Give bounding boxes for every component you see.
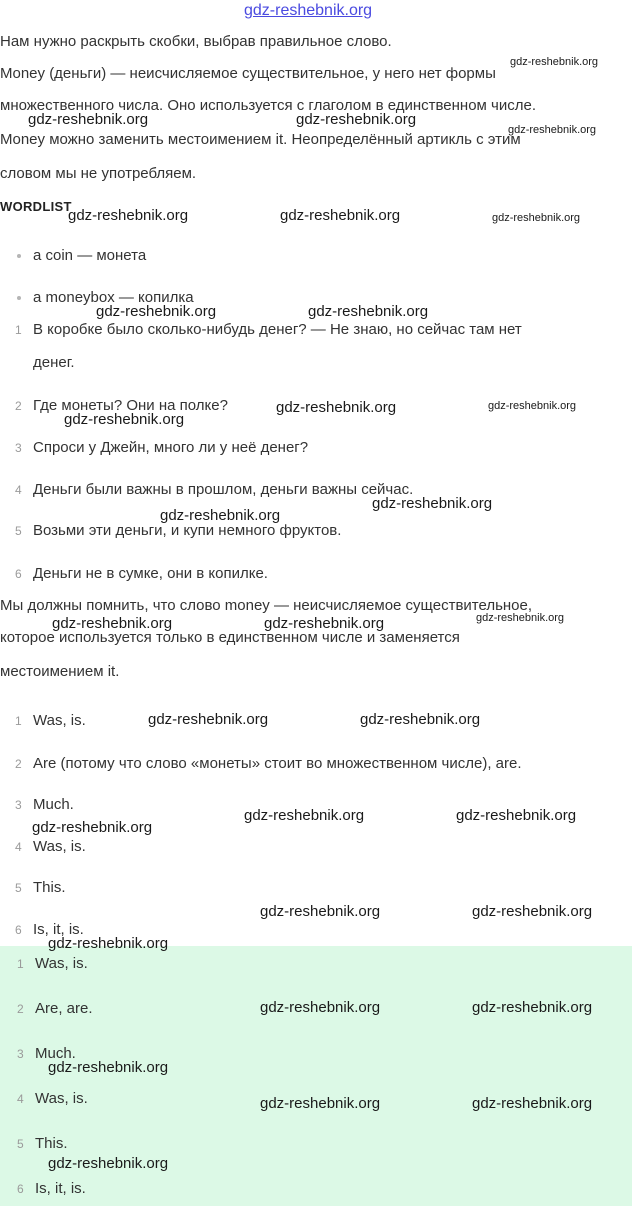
summary-line-2: которое используется только в единственном числе и заменяется: [0, 629, 460, 646]
watermark: gdz-reshebnik.org: [264, 615, 385, 632]
watermark: gdz-reshebnik.org: [456, 807, 577, 824]
watermark: gdz-reshebnik.org: [52, 615, 173, 632]
wordlist-item: a coin — монета: [33, 247, 147, 264]
sentence-number: 1: [15, 323, 22, 337]
watermark: gdz-reshebnik.org: [280, 207, 401, 224]
intro-line-5: словом мы не употребляем.: [0, 165, 197, 182]
explained-answer-4: Was, is.: [33, 838, 86, 855]
watermark: gdz-reshebnik.org: [472, 1095, 593, 1112]
watermark: gdz-reshebnik.org: [160, 507, 281, 524]
sentence-1-line-1: В коробке было сколько-нибудь денег? — Не знаю, но сейчас там нет: [33, 321, 522, 338]
answer-number: 3: [17, 1047, 24, 1061]
answer-number: 1: [15, 714, 22, 728]
watermark: gdz-reshebnik.org: [360, 711, 481, 728]
wordlist-heading: WORDLIST: [0, 199, 72, 214]
watermark: gdz-reshebnik.org: [372, 495, 493, 512]
watermark: gdz-reshebnik.org: [260, 1095, 381, 1112]
sentence-1-line-2: денег.: [33, 354, 75, 371]
wordlist-item: a moneybox — копилка: [33, 289, 194, 306]
watermark: gdz-reshebnik.org: [508, 124, 597, 136]
answer-number: 6: [17, 1182, 24, 1196]
intro-line-4: Money можно заменить местоимением it. Неопределённый артикль с этим: [0, 131, 521, 148]
watermark: gdz-reshebnik.org: [476, 612, 565, 624]
sentence-5: Возьми эти деньги, и купи немного фруктов.: [33, 522, 342, 539]
summary-line-1: Мы должны помнить, что слово money — неисчисляемое существительное,: [0, 597, 533, 614]
watermark: gdz-reshebnik.org: [260, 999, 381, 1016]
sentence-6: Деньги не в сумке, они в копилке.: [33, 565, 268, 582]
bullet-icon: [17, 296, 21, 300]
watermark: gdz-reshebnik.org: [488, 400, 577, 412]
sentence-number: 2: [15, 399, 22, 413]
watermark: gdz-reshebnik.org: [32, 819, 153, 836]
final-answer-4: Was, is.: [35, 1090, 88, 1107]
sentence-number: 5: [15, 524, 22, 538]
explained-answer-3: Much.: [33, 796, 74, 813]
watermark: gdz-reshebnik.org: [308, 303, 429, 320]
watermark: gdz-reshebnik.org: [492, 212, 581, 224]
sentence-3: Спроси у Джейн, много ли у неё денег?: [33, 439, 309, 456]
watermark: gdz-reshebnik.org: [472, 903, 593, 920]
watermark: gdz-reshebnik.org: [472, 999, 593, 1016]
watermark: gdz-reshebnik.org: [276, 399, 397, 416]
intro-line-2: Money (деньги) — неисчисляемое существительное, у него нет формы: [0, 65, 496, 82]
answer-number: 5: [17, 1137, 24, 1151]
answer-number: 4: [15, 840, 22, 854]
watermark: gdz-reshebnik.org: [48, 1059, 169, 1076]
bullet-icon: [17, 254, 21, 258]
answer-number: 2: [15, 757, 22, 771]
final-answer-1: Was, is.: [35, 955, 88, 972]
intro-line-3: множественного числа. Оно используется с глаголом в единственном числе.: [0, 97, 536, 114]
final-answer-3: Much.: [35, 1045, 76, 1062]
sentence-number: 3: [15, 441, 22, 455]
watermark: gdz-reshebnik.org: [28, 111, 149, 128]
explained-answer-5: This.: [33, 879, 66, 896]
watermark: gdz-reshebnik.org: [296, 111, 417, 128]
watermark: gdz-reshebnik.org: [96, 303, 217, 320]
sentence-number: 6: [15, 567, 22, 581]
watermark: gdz-reshebnik.org: [64, 411, 185, 428]
watermark: gdz-reshebnik.org: [48, 935, 169, 952]
watermark: gdz-reshebnik.org: [510, 56, 599, 68]
final-answer-2: Are, are.: [35, 1000, 93, 1017]
watermark-top: gdz-reshebnik.org: [244, 2, 373, 19]
watermark: gdz-reshebnik.org: [260, 903, 381, 920]
answer-number: 5: [15, 881, 22, 895]
final-answer-5: This.: [35, 1135, 68, 1152]
explained-answer-6: Is, it, is.: [33, 921, 84, 938]
answer-number: 3: [15, 798, 22, 812]
explained-answer-1: Was, is.: [33, 712, 86, 729]
answer-number: 4: [17, 1092, 24, 1106]
answer-number: 6: [15, 923, 22, 937]
sentence-4: Деньги были важны в прошлом, деньги важны сейчас.: [33, 481, 414, 498]
sentence-2: Где монеты? Они на полке?: [33, 397, 228, 414]
watermark: gdz-reshebnik.org: [68, 207, 189, 224]
summary-line-3: местоимением it.: [0, 663, 120, 680]
watermark: gdz-reshebnik.org: [48, 1155, 169, 1172]
watermark: gdz-reshebnik.org: [244, 807, 365, 824]
final-answer-6: Is, it, is.: [35, 1180, 86, 1197]
watermark: gdz-reshebnik.org: [148, 711, 269, 728]
sentence-number: 4: [15, 483, 22, 497]
intro-line-1: Нам нужно раскрыть скобки, выбрав правильное слово.: [0, 33, 392, 50]
explained-answer-2: Are (потому что слово «монеты» стоит во множественном числе), are.: [33, 755, 522, 772]
answer-number: 1: [17, 957, 24, 971]
answer-number: 2: [17, 1002, 24, 1016]
